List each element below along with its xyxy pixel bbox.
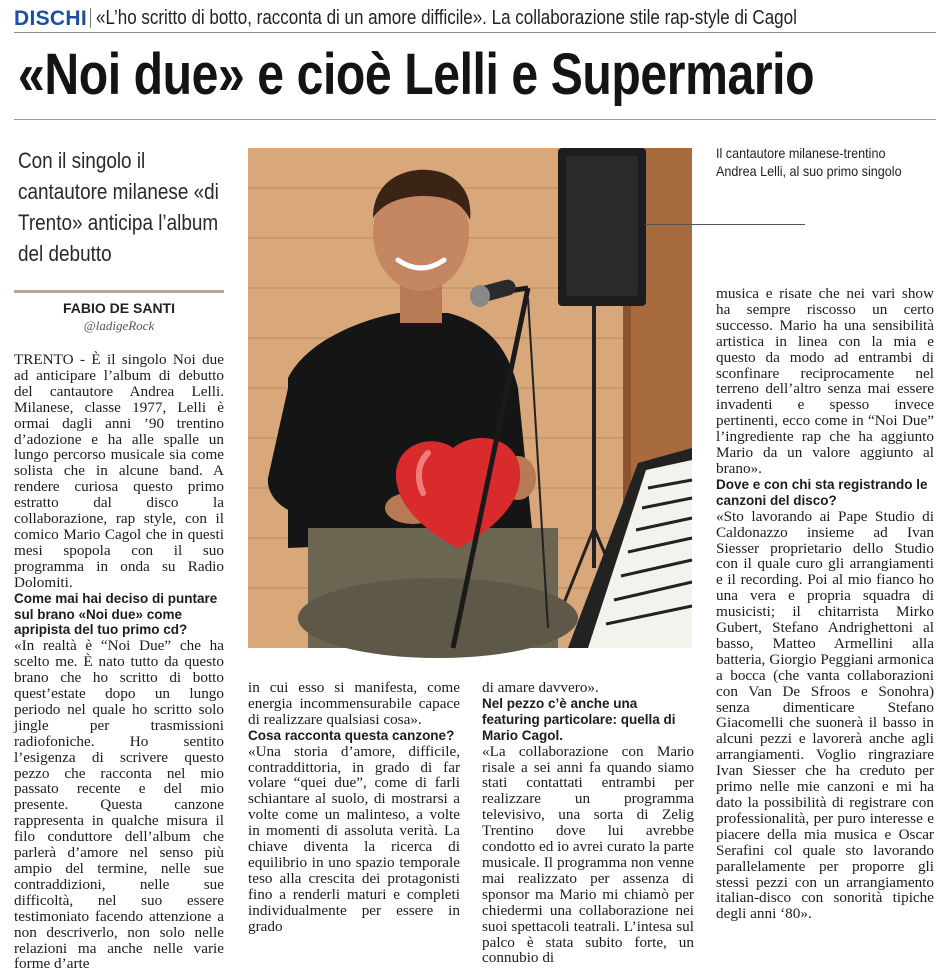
interview-question: Come mai hai deciso di puntare sul brano «Noi due» come apripista del tuo primo cd? [14, 590, 218, 638]
subheadline: Con il singolo il cantautore milanese «di Trento» anticipa l’album del debutto [18, 148, 219, 266]
kicker-bar [14, 5, 936, 33]
byline-divider [14, 290, 224, 293]
interview-answer: «La collaborazione con Mario risale a sei anni fa quando siamo stati contattati entrambi per realizzare un programma televisivo, una sorta di Zelig Trentino dove lui avrebbe condotto ed io avrei curato la parte musicale. Il programma non venne mai realizzato per assenza di sponsor ma Mario mi chiamò per chiedermi una collaborazione nei suoi spettacoli teatrali. L’intesa sul palco è stata subito forte, un connubio di [482, 742, 694, 967]
kicker-text: «L’ho scritto di botto, racconta di un amore difficile». La collaborazione stile rap-style di Cagol [96, 7, 797, 29]
article-paragraph: di amare davvero». [482, 679, 599, 696]
caption-pointer-line [645, 224, 805, 225]
author-name: FABIO DE SANTI [62, 300, 175, 316]
photo-caption: Il cantautore milanese-trentino Andrea Lelli, al suo primo singolo [716, 145, 902, 179]
kicker-divider [90, 8, 91, 28]
headline-divider [14, 119, 936, 120]
section-label: DISCHI [14, 7, 87, 30]
interview-question: Nel pezzo c’è anche una featuring particolare: quella di Mario Cagol. [482, 695, 676, 743]
interview-question: Cosa racconta questa canzone? [248, 727, 455, 743]
article-column-3 [482, 680, 694, 966]
interview-answer: «Una storia d’amore, difficile, contraddittoria, in grado di far volare “quei due”, come di farli schiantare al suolo, di mostrarsi a volte come un malinteso, a volte in momenti di assoluta verità. La chiave diventa la ricerca di equilibrio in uno spazio temporale teso alla crescita dei protagonisti fino a renderli maturi e completi individualmente per essere in grado [248, 742, 460, 935]
headline: «Noi due» e cioè Lelli e Supermario [18, 42, 815, 107]
article-intro: TRENTO - È il singolo Noi due ad anticipare l’album di debutto del cantautore Andrea Lelli. Milanese, classe 1977, Lelli è ormai dagli anni ’90 trentino d’adozione e ha alle spalle un lungo percorso musicale sia come solista che in alcune band. A rendere curiosa questo primo estratto dal disco la collaborazione, rap style, con il comico Mario Cagol che in questi mesi spopola con il suo programma in onda su Radio Dolomiti. [14, 351, 224, 591]
interview-answer: «Sto lavorando ai Pape Studio di Caldonazzo insieme ad Ivan Siesser proprietario dello Studio con il quale curo gli arrangiamenti e il recording. Poi al mio fianco ho una vera e propria squadra di musicisti; il chitarrista Mirko Gubert, Stefano Andrighettoni al basso, Matteo Armellini alla batteria, Giorgio Peggiani armonica a bocca (che vanta collaborazioni con Van De Sfroos e Sonohra) senza dimenticare Stefano Giacomelli che suonerà il basso in alcuni pezzi e lavorerà anche agli arrangiamenti. Voglio ringraziare Ivan Siesser che ha creduto per primo nelle mie canzoni e mi ha dato la possibilità di registrare con professionalità, per puro interesse e piacere della mia musica e Oscar Serafini col quale sto lavorando parallelamente per proporre gli stessi pezzi con un arrangiamento italian-disco con sonorità tipiche degli anni ‘80». [716, 507, 934, 923]
author-handle: @ladigeRock [83, 318, 155, 333]
photo-illustration [248, 148, 692, 648]
article-paragraph: in cui esso si manifesta, come energia incommensurabile capace di realizzare qualsiasi cosa». [248, 679, 460, 728]
article-column-1 [14, 352, 224, 972]
article-column-4 [716, 286, 934, 922]
article-column-2 [248, 680, 460, 935]
interview-answer: «In realtà è “Noi Due” che ha scelto me. È nato tutto da questo brano che ho scritto di botto quest’estate dopo un lungo periodo nel quale ho scritto solo jingle per trasmissioni radiofoniche. Ho sentito l’esigenza di scrivere questo pezzo che racconta nel mio passato recente e del mio presente. Questa canzone rappresenta in qualche misura il filo conduttore dell’album che parlerà d’amore nel senso più ampio del termine, nelle sue contraddizioni, nelle sue difficoltà, nel suo essere testimoniato facendo attenzione a non descriverlo, non solo nelle relazioni ma anche nelle varie forme d’arte [14, 637, 224, 972]
interview-question: Dove e con chi sta registrando le canzoni del disco? [716, 476, 928, 508]
article-photo [248, 148, 692, 648]
article-paragraph: musica e risate che nei vari show ha sempre riscosso un certo successo. Mario ha una sensibilità artistica in linea con la mia e questo da modo ad entrambi di sconfinare reciprocamente nel terreno dell’altro senza mai essere invadenti e spesso invece pertinenti, ecco come in “Noi Due” l’ingrediente rap che ha aggiunto Mario da un valore aggiunto al brano». [716, 285, 934, 477]
